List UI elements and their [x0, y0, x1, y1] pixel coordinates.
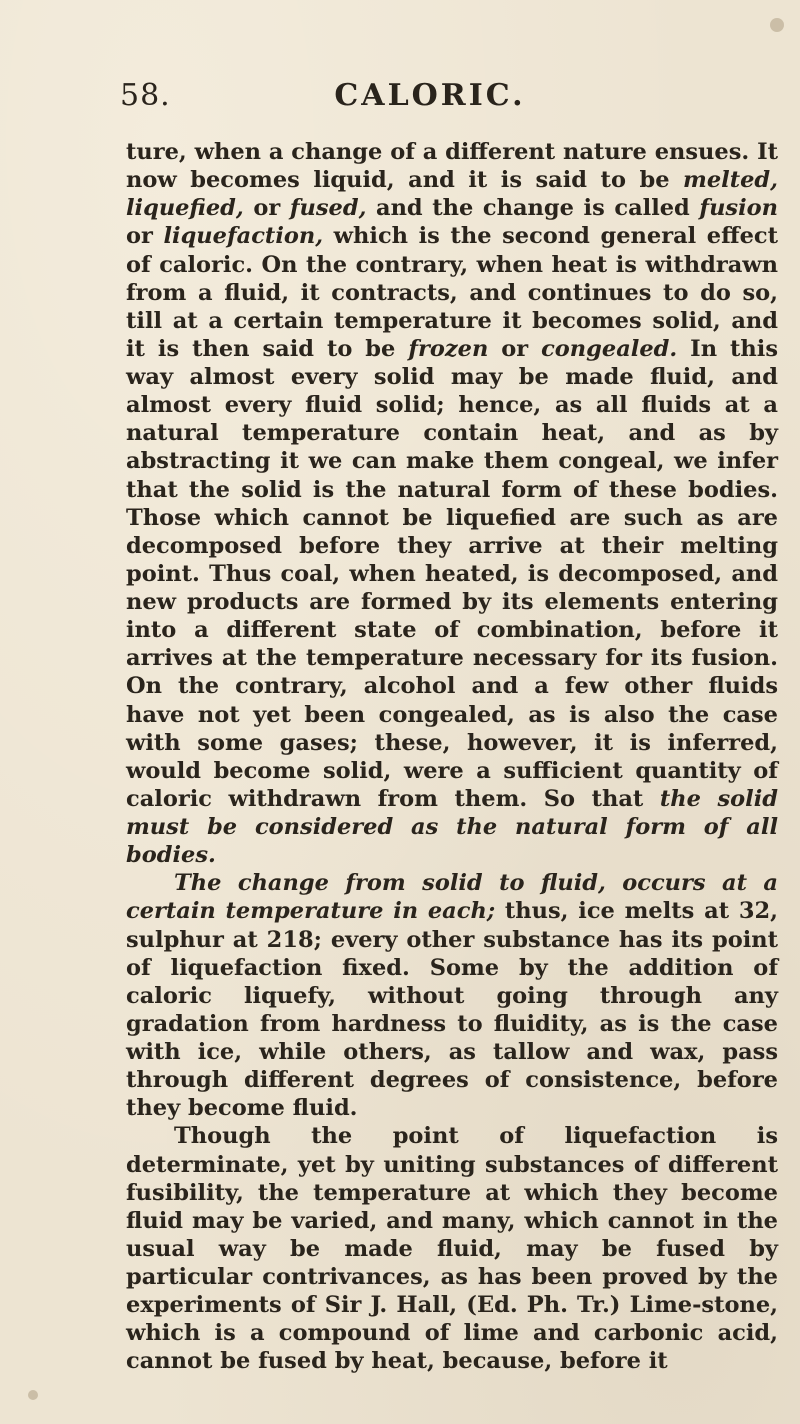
text-segment: In this way almost every solid may be made fluid, and almost every fluid solid; hence, as all fluids at a natural temperature contain heat, and as by abstracting it we can make them congeal, we infer that the solid is the natural form of these bodies. Those which cannot be liquefied are such as are decomposed before they arrive at their melting point. Thus coal, when heated, is decomposed, and new products are formed by its elements entering into a different state of combination, before it arrives at the temperature necessary for its fusion. On the contrary, alcohol and a few other fluids have not yet been congealed, as is also the case with some gases; these, however, it is inferred, would become solid, were a sufficient quantity of caloric withdrawn from them. So that — [126, 335, 778, 812]
text-segment: and the change is called — [366, 195, 700, 222]
foxing-spot — [28, 1390, 38, 1400]
italic-segment: The change from solid to fluid, occurs at a certain temperature in each; — [126, 870, 778, 925]
text-segment: Though the point of liquefaction is determinate, yet by uniting substances of different fusibility, the temperature at which they become fluid may be varied, and many, which cannot in the usual way be made fluid, may be fused by particular contrivances, as has been proved by the experiments of Sir J. Hall, (Ed. Ph. Tr.) Lime-stone, which is a compound of lime and carbonic acid, cannot be fused by heat, because, before it — [126, 1123, 778, 1375]
paragraph — [126, 1122, 778, 1375]
body-text — [126, 138, 778, 1376]
text-segment: or — [243, 195, 290, 222]
page-number: 58. — [120, 78, 171, 113]
italic-segment: frozen — [408, 335, 489, 362]
italic-segment: congealed. — [541, 335, 678, 362]
foxing-spot — [770, 18, 784, 32]
paragraph — [126, 138, 778, 869]
paragraph — [126, 869, 778, 1122]
italic-segment: fused, — [289, 195, 367, 222]
text-segment: or — [126, 223, 164, 250]
text-segment: or — [488, 335, 542, 362]
italic-segment: fusion — [699, 195, 779, 222]
italic-segment: melted, liquefied, — [126, 167, 778, 222]
italic-segment: liquefaction, — [163, 223, 324, 250]
italic-segment: the solid must be considered as the natural form of all bodies. — [126, 785, 779, 869]
text-segment: ture, when a change of a different nature ensues. It now becomes liquid, and it is said to be — [126, 139, 778, 194]
running-head: CALORIC. — [334, 78, 526, 113]
page-header — [120, 78, 740, 118]
text-segment: which is the second general effect of caloric. On the contrary, when heat is withdrawn from a fluid, it contracts, and continues to do so, till at a certain temperature it becomes solid, and it is then said to be — [126, 223, 778, 362]
text-segment: thus, ice melts at 32, sulphur at 218; every other substance has its point of liquefaction fixed. Some by the addition of caloric liquefy, without going through any gradation from hardness to fluidity, as is the case with ice, while others, as tallow and wax, pass through different degrees of consistence, before they become fluid. — [126, 898, 778, 1122]
